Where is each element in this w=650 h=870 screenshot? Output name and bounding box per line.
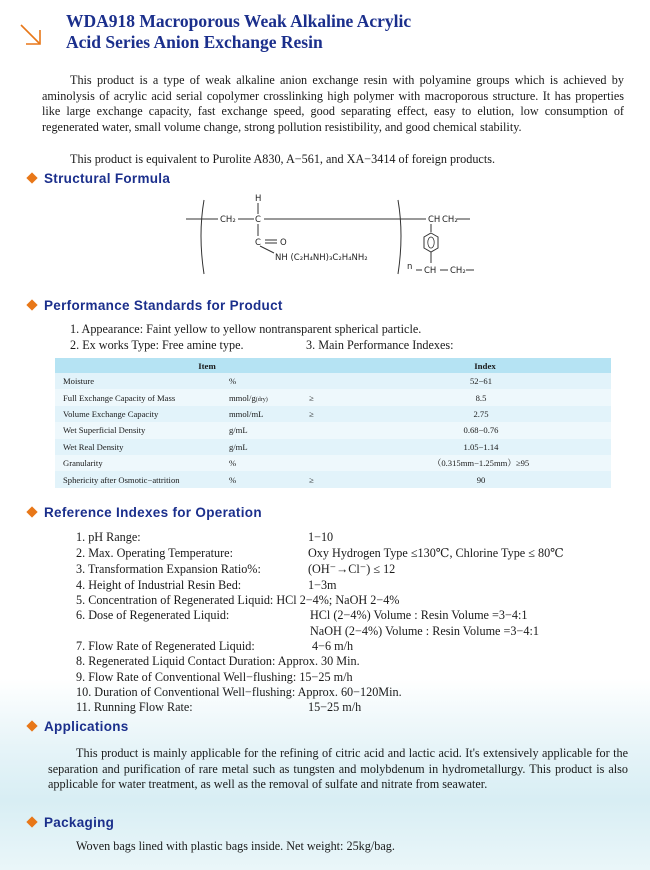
section-title: Applications [44,719,129,734]
reference-item-label: 1. pH Range: [76,530,141,544]
reference-item-value: NaOH (2−4%) Volume : Resin Volume =3−4:1 [310,624,539,638]
section-title: Reference Indexes for Operation [44,505,262,520]
unit-text: % [229,376,237,387]
table-cell-unit [221,439,309,455]
reference-item-value: Oxy Hydrogen Type ≤130℃, Chlorine Type ≤ 80℃ [308,546,564,560]
table-cell-unit [221,389,309,405]
table-row [55,455,611,471]
section-heading-reference [28,505,262,520]
formula-ch: CH [428,215,441,225]
reference-item-label: 11. Running Flow Rate: [76,700,193,714]
table-cell-index: 90 [351,471,611,487]
table-cell-index: 1.05−1.14 [351,439,611,455]
table-cell-comparator: ≥ [309,406,351,422]
reference-item-value: HCl (2−4%) Volume : Resin Volume =3−4:1 [310,608,528,622]
reference-item-label: 5. Concentration of Regenerated Liquid: HCl 2−4%; NaOH 2−4% [76,593,400,607]
table-cell-comparator: ≥ [309,389,351,405]
table-cell-item: Full Exchange Capacity of Mass [55,389,221,405]
table-cell-index: 8.5 [351,389,611,405]
table-cell-unit [221,373,309,389]
table-cell-comparator [309,422,351,438]
reference-item-value: 4−6 m/h [312,639,354,653]
table-cell-comparator [309,455,351,471]
unit-text: g/mL [229,425,248,436]
table-row [55,471,611,487]
reference-item-value: (OH⁻→Cl⁻) ≤ 12 [308,562,396,576]
formula-c: C [255,215,261,225]
table-row [55,439,611,455]
formula-ch2-right: CH₂ [442,215,458,225]
table-row [55,422,611,438]
section-heading-structural [28,171,170,186]
table-row [55,389,611,405]
reference-item-label: 9. Flow Rate of Conventional Well−flushing: 15−25 m/h [76,670,353,684]
reference-item-label: 7. Flow Rate of Regenerated Liquid: [76,639,255,653]
reference-item-label: 4. Height of Industrial Resin Bed: [76,578,242,592]
diamond-bullet-icon [26,506,37,517]
table-cell-unit [221,471,309,487]
formula-ch2-left: CH₂ [220,215,236,225]
table-cell-comparator: ≥ [309,471,351,487]
performance-indexes-label: 3. Main Performance Indexes: [306,338,454,352]
section-title: Performance Standards for Product [44,298,283,313]
formula-nh: NH (C₂H₄NH)₃C₂H₄NH₂ [275,253,368,263]
formula-h: H [255,194,262,204]
diamond-bullet-icon [26,720,37,731]
reference-item-label: 10. Duration of Conventional Well−flushing: Approx. 60−120Min. [76,685,402,699]
reference-item-value: 1−3m [308,578,337,592]
title-line-1: WDA918 Macroporous Weak Alkaline Acrylic [66,11,412,31]
table-cell-comparator [309,439,351,455]
table-row [55,373,611,389]
table-header-row [55,358,611,373]
table-cell-index: 2.75 [351,406,611,422]
structural-formula [180,190,500,290]
unit-text: mmol/g [229,392,256,403]
intro-paragraph: This product is a type of weak alkaline anion exchange resin with polyamine groups which is achieved by aminolysis of acrylic acid serial copolymer crosslinking high polymer with macroporous structure. It has properties like large exchange capacity, fast exchange speed, good separating effect, easy to elution, low consumption of regenerated water, small volume change, strong pollution resistibility, and good chemical stability. [42,73,624,134]
structural-formula-diagram [180,190,500,290]
unit-text: mmol/mL [229,408,264,419]
performance-appearance: 1. Appearance: Faint yellow to yellow nontransparent spherical particle. [70,322,422,336]
page-title [66,11,411,53]
unit-text: % [229,474,237,485]
formula-ch2-bottom: CH₂ [450,266,466,276]
table-cell-index: 0.68−0.76 [351,422,611,438]
reference-item-label: 3. Transformation Expansion Ratio%: [76,562,261,576]
table-header-item: Item [55,358,351,373]
unit-subscript: (dry) [255,396,268,403]
table-cell-index: （0.315mm−1.25mm）≥95 [351,455,611,471]
table-row [55,406,611,422]
arrow-down-right-icon [18,22,44,48]
reference-item-value: 15−25 m/h [308,700,362,714]
section-title: Structural Formula [44,171,171,186]
table-cell-index: 52−61 [351,373,611,389]
diamond-bullet-icon [26,816,37,827]
reference-item-label: 8. Regenerated Liquid Contact Duration: Approx. 30 Min. [76,654,360,668]
section-heading-packaging [28,815,114,830]
table-header-index: Index [351,358,611,373]
section-title: Packaging [44,815,115,830]
table-cell-item: Volume Exchange Capacity [55,406,221,422]
table-cell-unit [221,455,309,471]
reference-item-label: 2. Max. Operating Temperature: [76,546,233,560]
table-cell-unit [221,422,309,438]
diamond-bullet-icon [26,172,37,183]
formula-ch-bottom: CH [424,266,437,276]
reference-item-value: 1−10 [308,530,334,544]
table-cell-comparator [309,373,351,389]
applications-paragraph: This product is mainly applicable for the refining of citric acid and lactic acid. It's extensively applicable for the separation and purification of rare metal such as tungsten and molybdenum in hydrometallurgy. This product is also applicable for water treatment, as well as the removal of sulfate and nitrate from seawater. [48,746,628,791]
formula-n: n [407,262,413,272]
table-cell-item: Sphericity after Osmotic−attrition [55,471,221,487]
performance-type: 2. Ex works Type: Free amine type. [70,338,244,352]
table-cell-item: Wet Superficial Density [55,422,221,438]
unit-text: g/mL [229,441,248,452]
packaging-text: Woven bags lined with plastic bags inside. Net weight: 25kg/bag. [76,839,395,853]
table-cell-unit [221,406,309,422]
unit-text: % [229,458,237,469]
title-line-2: Acid Series Anion Exchange Resin [66,32,323,52]
performance-table [55,358,611,488]
table-cell-item: Granularity [55,455,221,471]
section-heading-performance [28,298,283,313]
formula-c2: C [255,238,261,248]
table-cell-item: Moisture [55,373,221,389]
intro-equivalent: This product is equivalent to Purolite A830, A−561, and XA−3414 of foreign products. [70,152,496,166]
diamond-bullet-icon [26,299,37,310]
table-cell-item: Wet Real Density [55,439,221,455]
formula-o: O [280,238,287,248]
reference-item-label: 6. Dose of Regenerated Liquid: [76,608,230,622]
section-heading-applications [28,719,129,734]
